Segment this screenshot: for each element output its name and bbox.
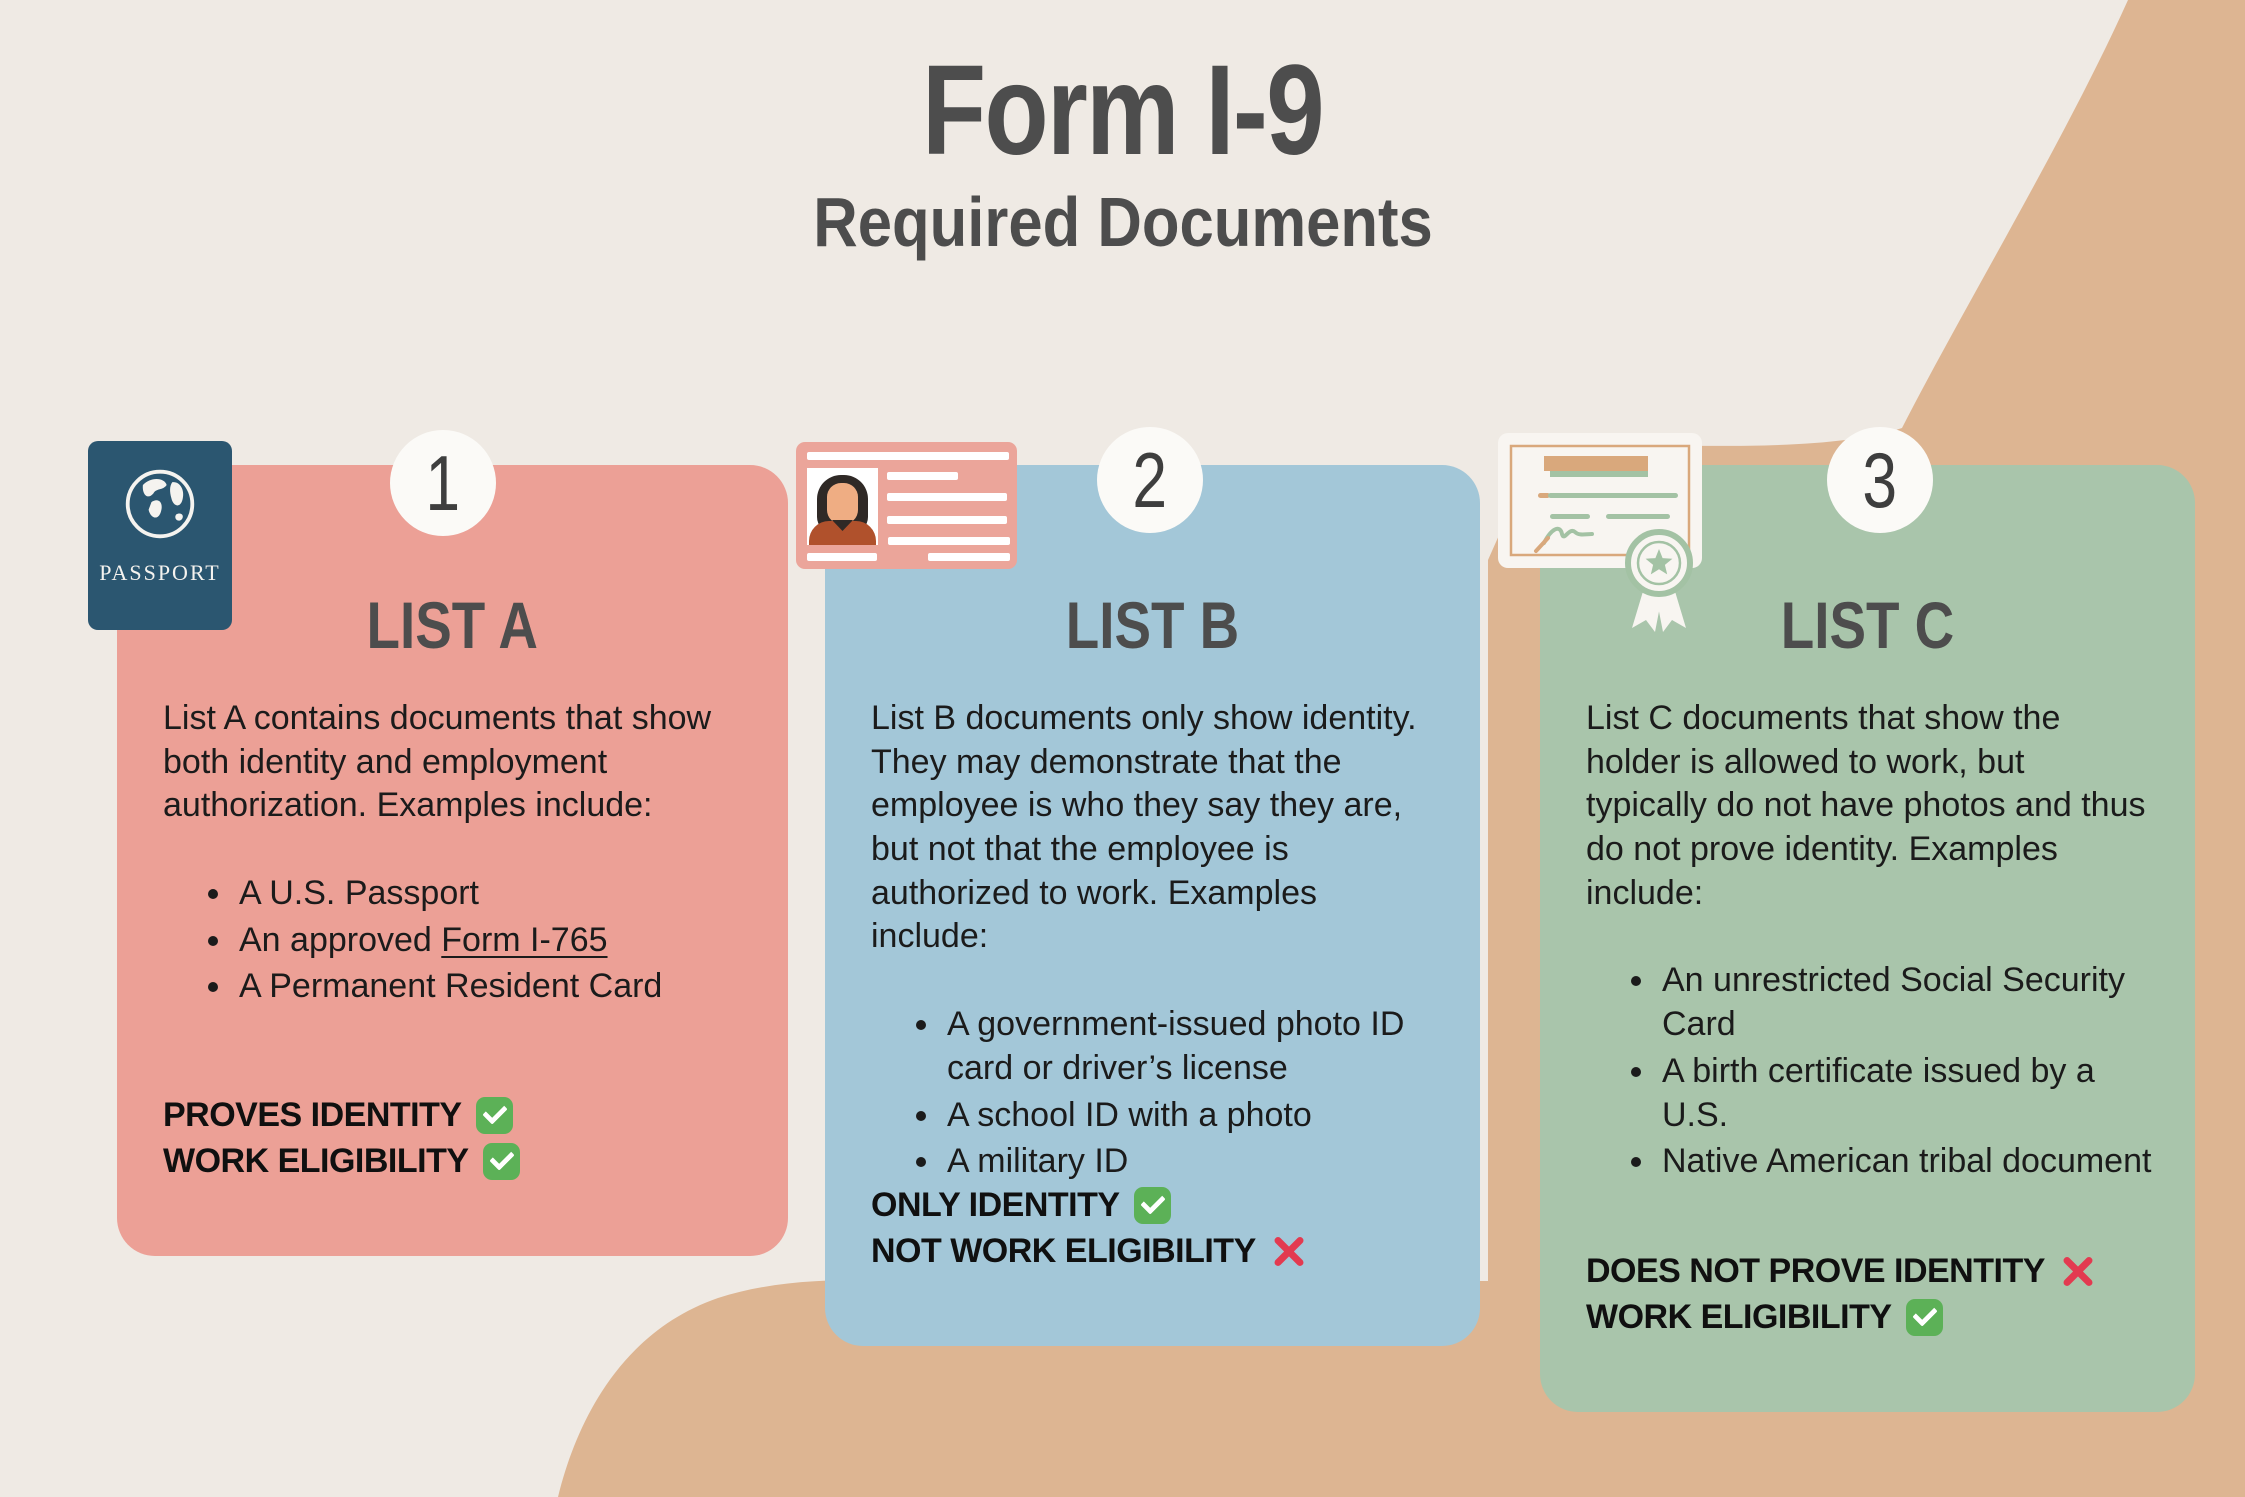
footer-line (871, 1182, 1308, 1228)
cross-icon (1270, 1232, 1308, 1270)
id-line (887, 516, 1007, 524)
passport-icon (88, 441, 232, 630)
list-c-title: LIST C (1780, 588, 1955, 662)
cross-icon (2059, 1252, 2097, 1290)
footer-line (1586, 1248, 2097, 1294)
footer-line (163, 1138, 520, 1184)
page-title: Form I-9 (922, 39, 1323, 182)
footer-label: NOT WORK ELIGIBILITY (871, 1231, 1256, 1270)
passport-label: PASSPORT (99, 560, 221, 585)
check-icon (1134, 1187, 1171, 1224)
list-item: • Native American tribal document (1658, 1140, 2157, 1184)
id-photo (807, 468, 878, 545)
footer-label: WORK ELIGIBILITY (163, 1141, 469, 1180)
id-line (887, 493, 1007, 501)
globe-icon (122, 466, 198, 542)
list-b-card (825, 465, 1480, 1346)
list-item: • A birth certificate issued by a U.S. (1658, 1050, 2157, 1137)
footer-label: DOES NOT PROVE IDENTITY (1586, 1251, 2045, 1290)
list-b-bullets (825, 1003, 1480, 1184)
id-line (807, 452, 1009, 460)
list-b-description: List B documents only show identity. They may demonstrate that the employee is who they say they are, but not that the employee is authorized to work. Examples include: (871, 699, 1417, 956)
step-1-badge: 1 (390, 430, 496, 536)
list-item: • A Permanent Resident Card (235, 965, 750, 1009)
list-a-footer (163, 1092, 520, 1184)
list-a-title: LIST A (366, 588, 539, 662)
list-a-description: List A contains documents that show both identity and employment authorization. Examples include: (163, 699, 712, 825)
list-item: • A school ID with a photo (943, 1094, 1442, 1138)
list-a-bullets (117, 872, 788, 1009)
avatar-face (827, 483, 858, 524)
list-b-title: LIST B (1065, 588, 1240, 662)
list-c-footer (1586, 1248, 2097, 1340)
footer-label: WORK ELIGIBILITY (1586, 1297, 1892, 1336)
list-c-bullets (1540, 959, 2195, 1183)
id-line (888, 537, 1010, 545)
list-item: • An approved Form I-765 (235, 919, 750, 963)
footer-line (163, 1092, 520, 1138)
id-card-icon (796, 442, 1017, 569)
check-icon (476, 1097, 513, 1134)
footer-label: ONLY IDENTITY (871, 1185, 1120, 1224)
check-icon (1906, 1299, 1943, 1336)
footer-label: PROVES IDENTITY (163, 1095, 462, 1134)
list-item: • A military ID (943, 1140, 1442, 1184)
footer-line (1586, 1294, 2097, 1340)
list-c-description: List C documents that show the holder is allowed to work, but typically do not have photos and thus do not prove identity. Examples include: (1586, 699, 2146, 912)
check-icon (483, 1143, 520, 1180)
list-item: • An unrestricted Social Security Card (1658, 959, 2157, 1046)
list-item: • A U.S. Passport (235, 872, 750, 916)
step-3-badge: 3 (1827, 427, 1933, 533)
step-2-badge: 2 (1097, 427, 1203, 533)
page-subtitle: Required Documents (812, 183, 1433, 262)
header (0, 39, 2245, 262)
id-line (887, 472, 958, 480)
id-line (807, 553, 877, 561)
footer-line (871, 1228, 1308, 1274)
list-item: • A government-issued photo ID card or driver’s license (943, 1003, 1442, 1090)
list-b-footer (871, 1182, 1308, 1274)
form-i765-link[interactable]: Form I-765 (441, 920, 608, 959)
id-line (928, 553, 1010, 561)
certificate-icon (1494, 430, 1706, 635)
